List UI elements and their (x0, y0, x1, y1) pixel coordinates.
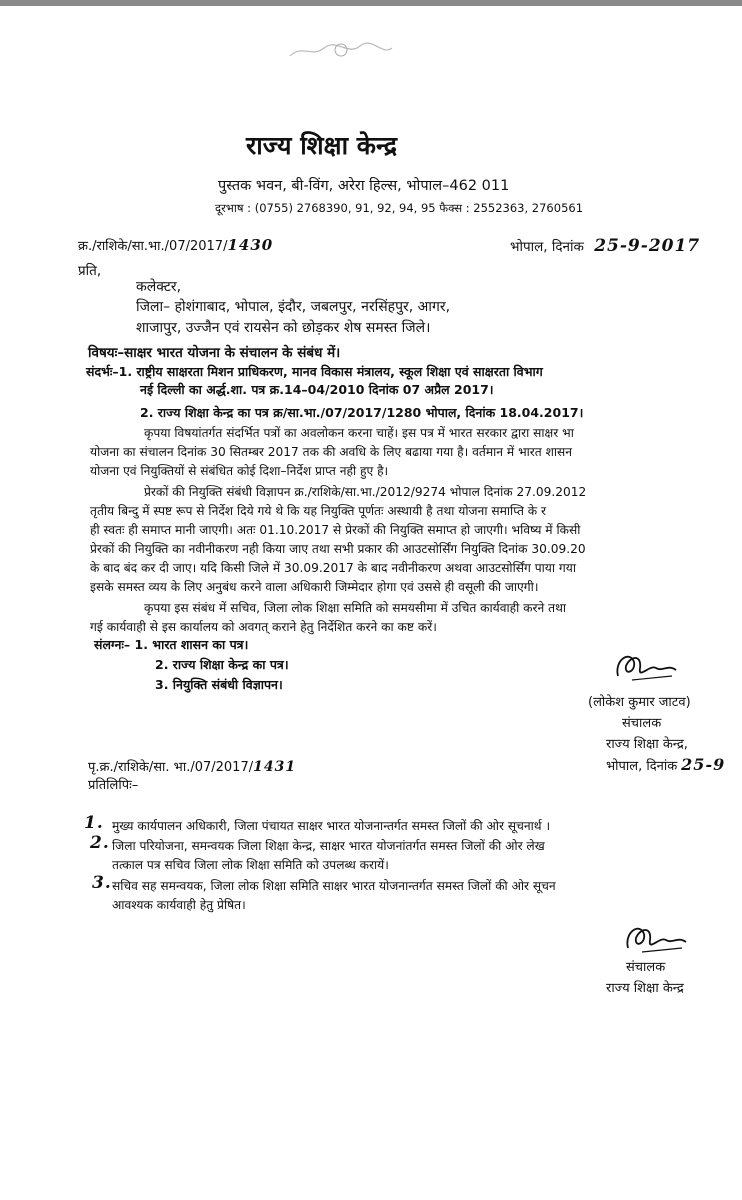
org-address: पुस्तक भवन, बी-विंग, अरेरा हिल्स, भोपाल–462 011 (218, 178, 510, 194)
copy-item-number: 1. (84, 813, 104, 833)
enclosure-line: 3. नियुक्ति संबंधी विज्ञापन। (155, 677, 283, 692)
subject-line: विषयः–साक्षर भारत योजना के संचालन के संबंध में। (88, 345, 341, 361)
sign-date-handwritten: 25-9 (681, 755, 726, 774)
body-para-line: प्रेरकों की नियुक्ति का नवीनीकरण नही किया जाए तथा सभी प्रकार की आउटसोर्सिंग नियुक्ति दिनांक 30.09.20 (90, 542, 586, 556)
addressee-line: कलेक्टर, (136, 279, 182, 295)
reference-line: संदर्भः–1. राष्ट्रीय साक्षरता मिशन प्राधिकरण, मानव विकास मंत्रालय, स्कूल शिक्षा एवं साक्षरता विभाग (86, 364, 543, 379)
body-para-line: कृपया विषयांतर्गत संदर्भित पत्रों का अवलोकन करना चाहें। इस पत्र में भारत सरकार द्वारा साक्षर भा (144, 426, 574, 440)
addressee-line: जिला– होशंगाबाद, भोपाल, इंदौर, जबलपुर, नरसिंहपुर, आगर, (136, 299, 451, 315)
date-handwritten: 25-9-2017 (594, 236, 701, 256)
signatory-name: (लोकेश कुमार जाटव) (588, 695, 691, 710)
enclosure-line: 2. राज्य शिक्षा केन्द्र का पत्र। (155, 657, 289, 672)
signatory-place-date: भोपाल, दिनांक 25-9 (606, 755, 726, 774)
body-para-line: प्रेरकों की नियुक्ति संबंधी विज्ञापन क्र./राशिके/सा.भा./2012/9274 भोपाल दिनांक 27.09.2012 (144, 485, 587, 499)
org-title: राज्य शिक्षा केन्द्र (246, 131, 397, 160)
ref-number: क्र./राशिके/सा.भा./07/2017/1430 (78, 236, 274, 254)
enclosure-line: संलग्नः– 1. भारत शासन का पत्र। (94, 637, 249, 652)
prati-label: प्रति, (78, 263, 102, 279)
body-para-line: योजना एवं नियुक्तियों से संबंधित कोई दिशा–निर्देश प्राप्त नही हुए है। (90, 464, 389, 478)
signature-mark (622, 918, 692, 958)
addressee-line: शाजापुर, उज्जैन एवं रायसेन को छोड़कर शेष समस्त जिले। (136, 320, 431, 336)
copy-item-number: 3. (92, 873, 112, 893)
body-para-line: तृतीय बिन्दु में स्पष्ट रूप से निर्देश दिये गये थे कि यह नियुक्ति पूर्णतः अस्थायी है तथा योजना समाप्ति के र (90, 504, 546, 518)
top-scan-border (0, 0, 742, 6)
body-para-line: ही स्वतः ही समाप्त मानी जाएगी। अतः 01.10.2017 से प्रेरकों की नियुक्ति समाप्त हो जाएगी। भविष्य में किसी (90, 523, 581, 537)
copy-item-line: सचिव सह समन्वयक, जिला लोक शिक्षा समिति साक्षर भारत योजनान्तर्गत समस्त जिलों की ओर सूचन (112, 879, 556, 893)
body-para-line: इसके समस्त व्यय के लिए अनुबंध करने वाला अधिकारी जिम्मेदार होगा एवं उससे ही वसूली की जाएगी। (90, 580, 539, 594)
body-para-line: के बाद बंद कर दी जाए। यदि किसी जिले में 30.09.2017 के बाद नवीनीकरण अथवा आउटसोर्सिंग पाया गया (90, 561, 576, 575)
reference-line: नई दिल्ली का अर्द्ध.शा. पत्र क्र.14–04/2010 दिनांक 07 अप्रैल 2017। (140, 382, 494, 397)
letter-date: भोपाल, दिनांक 25-9-2017 (510, 236, 701, 256)
body-para-line: कृपया इस संबंध में सचिव, जिला लोक शिक्षा समिति को समयसीमा में उचित कार्यवाही करने तथा (144, 601, 567, 615)
copy-signatory-designation: संचालक (626, 960, 666, 975)
reference-line: 2. राज्य शिक्षा केन्द्र का पत्र क्र/सा.भा./07/2017/1280 भोपाल, दिनांक 18.04.2017। (140, 405, 584, 420)
copy-item-line: मुख्य कार्यपालन अधिकारी, जिला पंचायत साक्षर भारत योजनान्तर्गत समस्त जिलों की ओर सूचनार्थ । (112, 819, 551, 833)
copy-signatory-office: राज्य शिक्षा केन्द्र (606, 981, 684, 996)
copy-item-line: जिला परियोजना, समन्वयक जिला शिक्षा केन्द्र, साक्षर भारत योजनांतर्गत समस्त जिलों की ओर लेख (112, 839, 545, 853)
copy-item-number: 2. (90, 833, 110, 853)
copy-item-line: तत्काल पत्र सचिव जिला लोक शिक्षा समिति को उपलब्ध करायें। (112, 858, 389, 872)
body-para-line: गई कार्यवाही से इस कार्यालय को अवगत् कराने हेतु निर्देशित करने का कष्ट करें। (90, 620, 437, 634)
signatory-office: राज्य शिक्षा केन्द्र, (606, 737, 688, 752)
signature-mark (612, 646, 682, 686)
copy-label: प्रतिलिपिः– (88, 778, 139, 793)
emblem-seal (282, 38, 400, 64)
copy-item-line: आवश्यक कार्यवाही हेतु प्रेषित। (112, 898, 246, 912)
signatory-designation: संचालक (622, 716, 662, 731)
body-para-line: योजना का संचालन दिनांक 30 सितम्बर 2017 तक की अवधि के लिए बढाया गया है। वर्तमान में भारत शासन (90, 445, 573, 459)
org-phone: दूरभाष : (0755) 2768390, 91, 92, 94, 95 फैक्स : 2552363, 2760561 (215, 201, 584, 215)
copy-ref-number: पृ.क्र./राशिके/सा. भा./07/2017/1431 (88, 759, 297, 775)
ref-number-handwritten: 1430 (227, 236, 274, 254)
copy-ref-handwritten: 1431 (253, 759, 297, 775)
